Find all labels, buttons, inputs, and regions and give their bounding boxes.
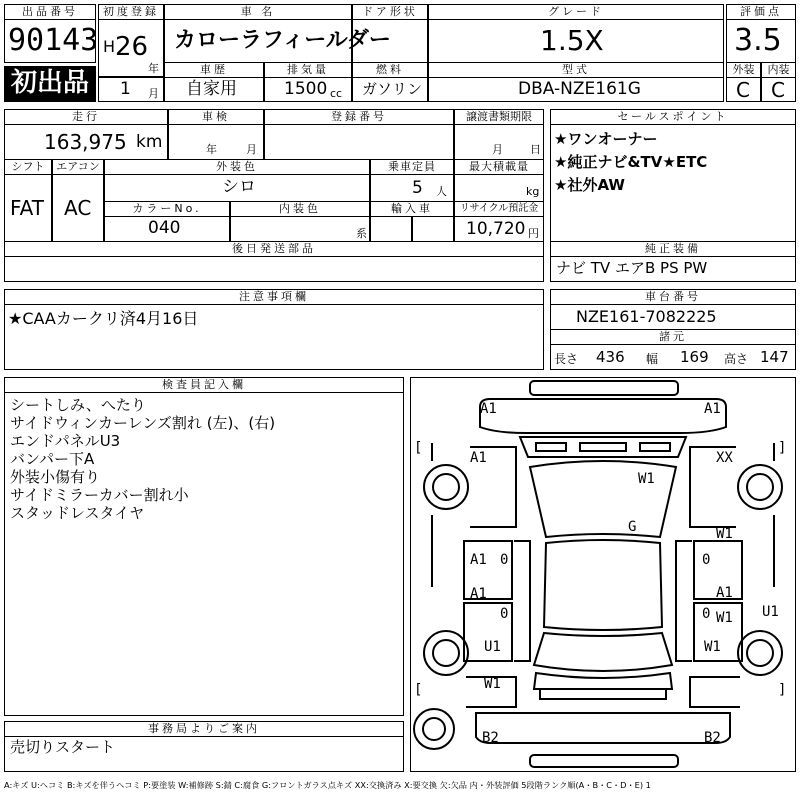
color-number-header: カラーNo. — [104, 201, 230, 217]
seats-header: 乗車定員 — [370, 159, 454, 175]
height-value: 147 — [760, 348, 789, 366]
office-header: 事務局よりご案内 — [4, 721, 404, 737]
transfer-month-unit: 月 — [492, 143, 503, 156]
color-number-value: 040 — [148, 218, 181, 238]
mark-bracket-fr-close: ] — [778, 440, 787, 456]
mark-door-rr-b: W1 — [716, 610, 733, 626]
exterior-color-value: シロ — [222, 177, 256, 197]
damage-legend: A:キズ U:ヘコミ B:キズを伴うヘコミ P:要塗装 W:補修跡 S:錆 C:腐食 G:フロントガラス点キズ XX:交換済み X:要交換 欠:欠品 内・外装評価 5段階ランク順(A・B・C・D・E) 1 — [4, 780, 651, 790]
import-box-b — [412, 216, 454, 242]
transfer-deadline-header: 譲渡書類期限 — [454, 109, 544, 125]
mark-fender-left: A1 — [470, 450, 487, 466]
door-type-header: ドア形状 — [352, 4, 428, 20]
mark-rear-left-u: U1 — [484, 639, 501, 655]
score-header: 評価点 — [726, 4, 796, 20]
inspector-line-3: エンドパネルU3 — [10, 432, 121, 450]
first-sale-badge: 初出品 — [4, 66, 96, 102]
mark-door-fr-sub: 0 — [702, 552, 711, 568]
grade-header: グレード — [428, 4, 724, 20]
model-code: DBA-NZE161G — [518, 79, 641, 99]
mileage-header: 走行 — [4, 109, 168, 125]
mark-door-rr-a: A1 — [716, 585, 733, 601]
length-value: 436 — [596, 348, 625, 366]
sales-point-2: ★純正ナビ&TV★ETC — [554, 153, 708, 171]
mark-front-right: A1 — [704, 401, 721, 417]
car-diagram — [410, 377, 796, 772]
car-name: カローラフィールダー — [174, 28, 391, 53]
exterior-header: 外装 — [726, 62, 761, 78]
lot-number-header: 出品番号 — [4, 4, 96, 20]
fuel-header: 燃料 — [352, 62, 428, 78]
displacement-unit: cc — [330, 87, 343, 100]
recycle-value: 10,720 — [466, 219, 526, 239]
inspector-header: 検査員記入欄 — [4, 377, 404, 393]
registration-number-box — [264, 124, 454, 160]
displacement-value: 1500 — [284, 79, 328, 99]
inspector-line-5: 外装小傷有り — [10, 468, 101, 486]
sales-point-3: ★社外AW — [554, 176, 625, 194]
inspection-header: 車検 — [168, 109, 264, 125]
shift-value: FAT — [10, 196, 45, 220]
mark-door-fr: W1 — [716, 526, 733, 542]
mileage-value: 163,975 — [44, 130, 127, 154]
max-load-unit: kg — [526, 185, 540, 198]
length-label: 長さ — [554, 352, 579, 366]
sales-point-1: ★ワンオーナー — [554, 130, 658, 148]
interior-grade: C — [771, 78, 785, 102]
mark-hood: W1 — [638, 471, 655, 487]
seats-unit: 人 — [436, 185, 447, 198]
inspection-month-unit: 月 — [246, 143, 257, 156]
inspector-line-2: サイドウィンカーレンズ割れ (左)、(右) — [10, 414, 276, 432]
mark-bracket-fl-open: [ — [414, 440, 423, 456]
exterior-color-header: 外装色 — [104, 159, 370, 175]
mileage-unit: km — [136, 132, 163, 152]
mark-door-fl: A1 — [470, 552, 487, 568]
shift-header: シフト — [4, 159, 52, 175]
import-header: 輸入車 — [370, 201, 454, 217]
registration-era: H — [103, 37, 116, 56]
grade-value: 1.5X — [540, 24, 604, 57]
aircon-header: エアコン — [52, 159, 104, 175]
registration-number-header: 登録番号 — [264, 109, 454, 125]
lot-number: 90143 — [8, 23, 99, 58]
inspector-line-6: サイドミラーカバー割れ小 — [10, 486, 189, 504]
mark-rear-bumper-left: B2 — [482, 730, 499, 746]
mark-bracket-rl-open: [ — [414, 682, 423, 698]
seats-value: 5 — [412, 178, 423, 198]
inspector-line-7: スタッドレスタイヤ — [10, 504, 145, 522]
inspector-line-1: シートしみ、へたり — [10, 396, 146, 414]
chassis-header: 車台番号 — [550, 289, 796, 305]
mark-rear-right-w: W1 — [704, 639, 721, 655]
transfer-day-unit: 日 — [530, 143, 541, 156]
exterior-grade: C — [736, 78, 750, 102]
height-label: 高さ — [724, 352, 749, 366]
mark-door-fl-sub: 0 — [500, 552, 509, 568]
fuel-value: ガソリン — [362, 80, 423, 98]
office-value: 売切りスタート — [10, 738, 116, 756]
width-value: 169 — [680, 348, 709, 366]
mark-roof: G — [628, 519, 637, 535]
max-load-header: 最大積載量 — [454, 159, 544, 175]
score-value: 3.5 — [734, 23, 782, 58]
aircon-value: AC — [64, 196, 92, 220]
history-header: 車歴 — [164, 62, 264, 78]
registration-year-unit: 年 — [148, 62, 159, 75]
dimensions-header: 諸元 — [550, 329, 796, 345]
recycle-header: リサイクル預託金 — [454, 201, 544, 217]
notes-header: 注意事項欄 — [4, 289, 544, 305]
recycle-unit: 円 — [528, 227, 539, 240]
later-parts-box — [4, 256, 544, 282]
mark-door-rl: A1 — [470, 586, 487, 602]
model-header: 型式 — [428, 62, 724, 78]
inspection-year-unit: 年 — [206, 143, 217, 156]
equipment-header: 純正装備 — [550, 241, 796, 257]
mark-door-rl-sub: 0 — [500, 606, 509, 622]
registration-month-unit: 月 — [148, 87, 159, 100]
first-registration-header: 初度登録 — [98, 4, 164, 20]
registration-year: 26 — [115, 32, 149, 62]
later-parts-header: 後日発送部品 — [4, 241, 544, 257]
width-label: 幅 — [646, 352, 659, 366]
mark-rear-left-w: W1 — [484, 676, 501, 692]
chassis-value: NZE161-7082225 — [576, 307, 717, 326]
door-type-box — [352, 19, 428, 63]
mark-bracket-rr-close: ] — [778, 682, 787, 698]
mark-rear-bumper-right: B2 — [704, 730, 721, 746]
import-box-a — [370, 216, 412, 242]
interior-color-header: 内装色 — [230, 201, 370, 217]
registration-month: 1 — [120, 79, 131, 99]
mark-quarter-right: U1 — [762, 604, 779, 620]
car-name-header: 車 名 — [164, 4, 352, 20]
displacement-header: 排気量 — [264, 62, 352, 78]
inspector-line-4: バンパー下A — [10, 450, 95, 468]
mark-fender-right: XX — [716, 450, 733, 466]
notes-value: ★CAAカークリ済4月16日 — [8, 309, 199, 328]
mark-front-left: A1 — [480, 401, 497, 417]
interior-color-unit: 系 — [356, 227, 367, 240]
mark-door-rr-sub: 0 — [702, 606, 711, 622]
sales-point-header: セールスポイント — [550, 109, 796, 125]
interior-color-box — [230, 216, 370, 242]
equipment-value: ナビ TV エアB PS PW — [556, 259, 708, 277]
history-value: 自家用 — [186, 79, 237, 99]
interior-header: 内装 — [761, 62, 796, 78]
